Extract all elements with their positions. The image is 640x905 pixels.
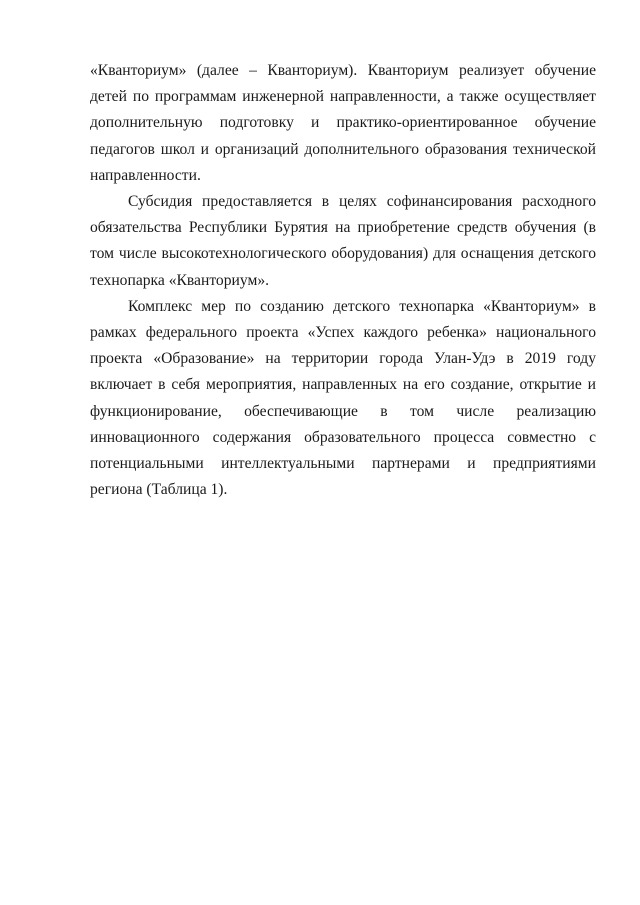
paragraph-subsidy: Субсидия предоставляется в целях софинансирования расходного обязательства Республики Бурятия на приобретение средств обучения (в том числе высокотехнологического оборудования) для оснащения детского технопарка «Кванториум». xyxy=(90,193,596,289)
document-body xyxy=(90,58,596,503)
paragraph-kvantorium-intro: «Кванториум» (далее – Кванториум). Кванториум реализует обучение детей по программам инженерной направленности, а также осуществляет дополнительную подготовку и практико-ориентированное обучение педагогов школ и организаций дополнительного образования технической направленности. xyxy=(90,62,596,184)
paragraph-complex-measures: Комплекс мер по созданию детского технопарка «Кванториум» в рамках федерального проекта «Успех каждого ребенка» национального проекта «Образование» на территории города Улан-Удэ в 2019 году включает в себя мероприятия, направленных на его создание, открытие и функционирование, обеспечивающие в том числе реализацию инновационного содержания образовательного процесса совместно с потенциальными интеллектуальными партнерами и предприятиями региона (Таблица 1). xyxy=(90,297,596,499)
